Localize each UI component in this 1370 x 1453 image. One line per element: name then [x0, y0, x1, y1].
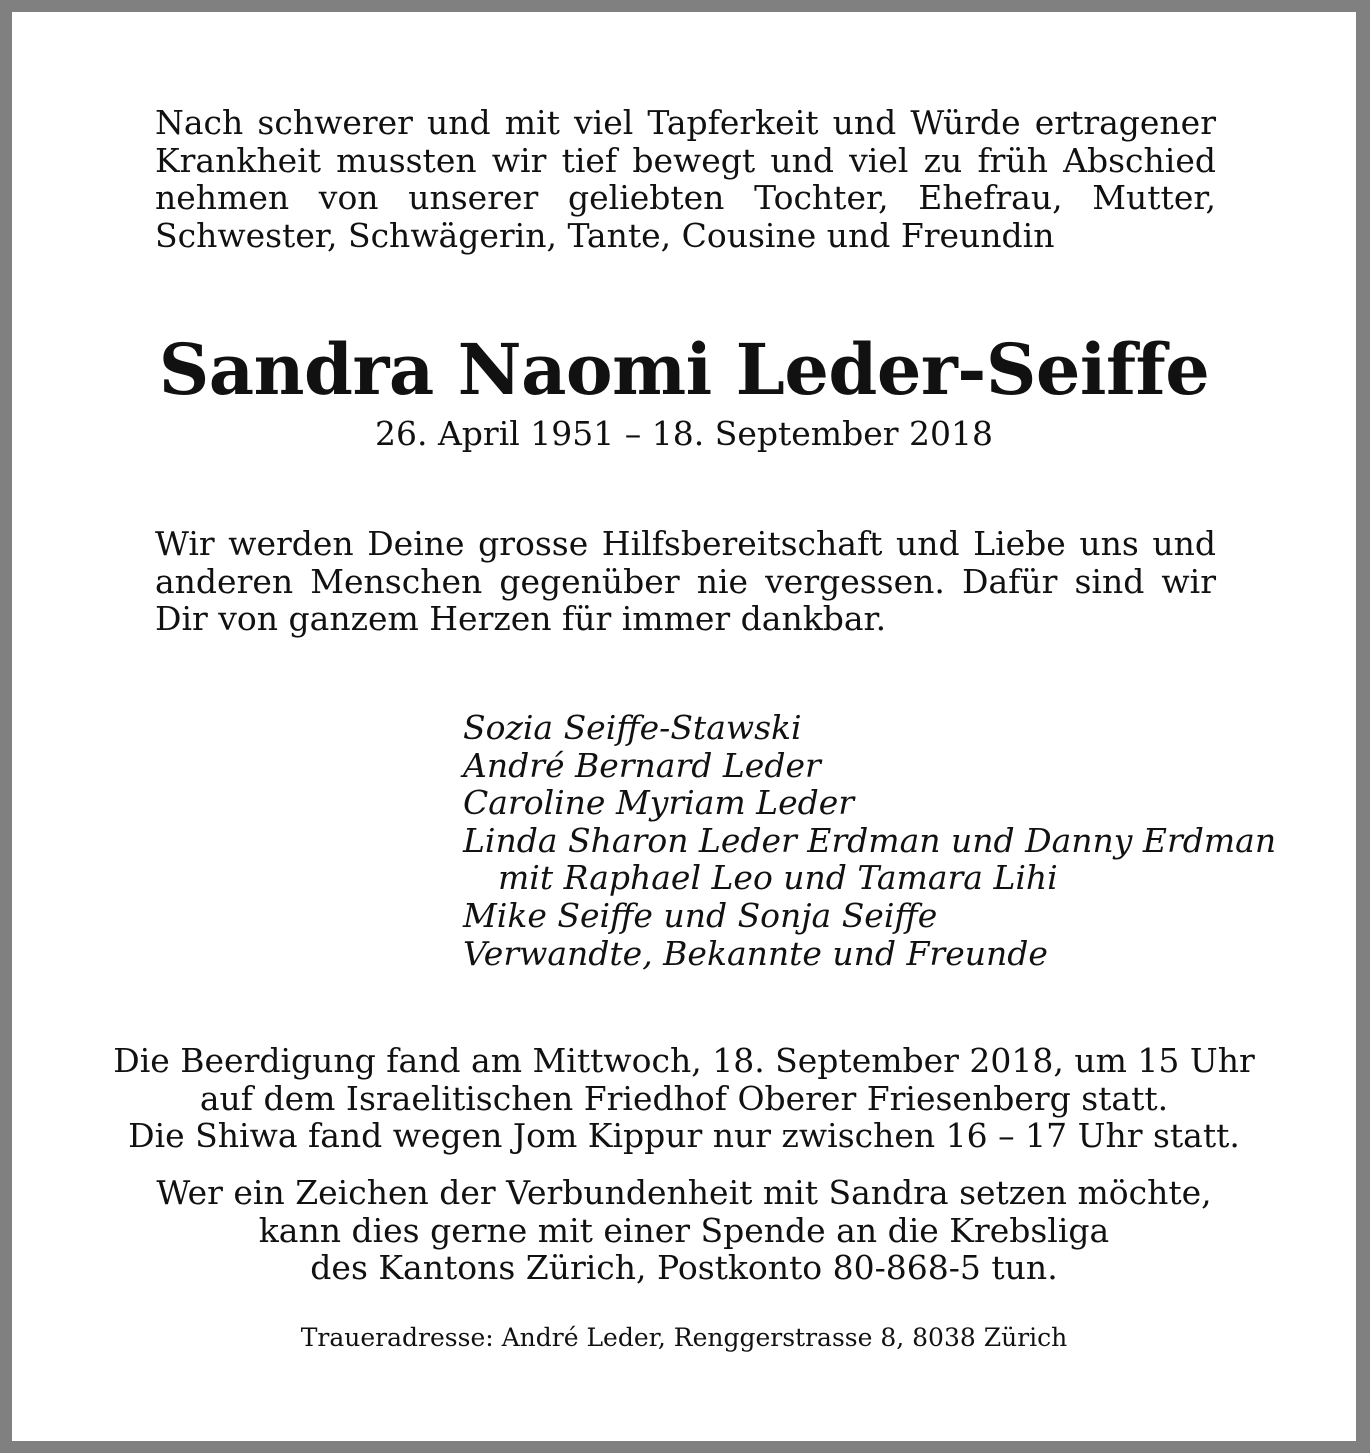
funeral-info — [12, 1042, 1356, 1155]
obituary-notice — [12, 12, 1356, 1441]
funeral-line: Die Beerdigung fand am Mittwoch, 18. September 2018, um 15 Uhr — [113, 1041, 1255, 1080]
deceased-name: Sandra Naomi Leder-Seiffe — [158, 328, 1210, 411]
mourners-list — [463, 709, 1276, 972]
thanks-paragraph: Wir werden Deine grosse Hilfsbereitschaft und Liebe uns und anderen Menschen gegenüber nie vergessen. Dafür sind wir Dir von ganzem Herzen für immer dankbar. — [155, 524, 1216, 638]
mourner-line: Mike Seiffe und Sonja Seiffe — [463, 895, 938, 935]
mourner-line: Verwandte, Bekannte und Freunde — [463, 933, 1048, 973]
intro-paragraph: Nach schwerer und mit viel Tapferkeit und Würde ertragener Krankheit mussten wir tief bewegt und viel zu früh Abschied nehmen von unserer geliebten Tochter, Ehefrau, Mutter, Schwester, Schwägerin, Tante, Cousine und Freundin — [155, 103, 1216, 255]
life-dates: 26. April 1951 – 18. September 2018 — [375, 414, 993, 453]
donation-line: des Kantons Zürich, Postkonto 80-868-5 tun. — [310, 1248, 1058, 1288]
mourner-line: Sozia Seiffe-Stawski — [463, 708, 802, 747]
funeral-line: auf dem Israelitischen Friedhof Oberer Friesenberg statt. — [199, 1078, 1169, 1118]
mourner-line: Caroline Myriam Leder — [463, 783, 855, 823]
mourner-line: André Bernard Leder — [463, 745, 821, 785]
donation-info — [12, 1174, 1356, 1287]
donation-line: kann dies gerne mit einer Spende an die Krebsliga — [258, 1210, 1110, 1250]
mourning-address: Traueradresse: André Leder, Renggerstrasse 8, 8038 Zürich — [300, 1323, 1068, 1352]
donation-line: Wer ein Zeichen der Verbundenheit mit Sandra setzen möchte, — [156, 1173, 1212, 1212]
mourner-line: Linda Sharon Leder Erdman und Danny Erdman — [463, 820, 1277, 860]
mourner-line: mit Raphael Leo und Tamara Lihi — [498, 858, 1058, 898]
funeral-line: Die Shiwa fand wegen Jom Kippur nur zwischen 16 – 17 Uhr statt. — [128, 1116, 1240, 1156]
